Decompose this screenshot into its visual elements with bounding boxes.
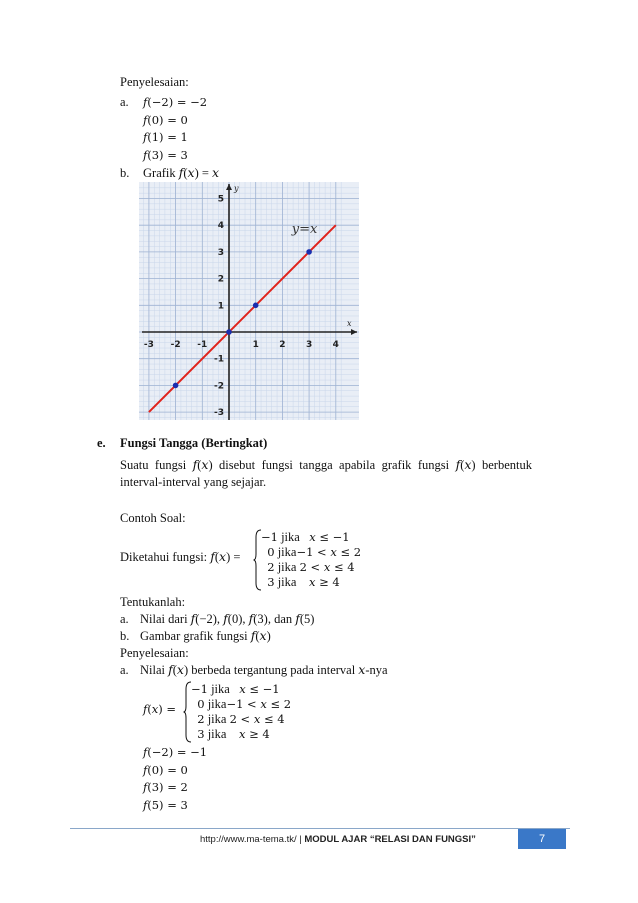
case-value: 3 bbox=[197, 727, 205, 741]
case-interval: 𝑥 ≥ 4 bbox=[238, 727, 270, 741]
case-value: −1 bbox=[191, 682, 208, 696]
footer-module-title: MODUL AJAR “RELASI DAN FUNGSI” bbox=[304, 834, 476, 845]
data-point bbox=[226, 329, 232, 335]
task-b: Gambar grafik fungsi 𝑓(𝑥) bbox=[140, 629, 271, 643]
data-point bbox=[306, 249, 312, 255]
x-axis-label: x bbox=[347, 319, 352, 328]
x-tick-label: 2 bbox=[279, 340, 286, 350]
x-tick-label: -2 bbox=[170, 340, 181, 350]
case-value: 2 bbox=[197, 712, 205, 726]
section-e-title: Fungsi Tangga (Bertingkat) bbox=[120, 436, 268, 450]
case-cond: jika bbox=[277, 560, 297, 574]
value-f-1: 𝑓(1) = 1 bbox=[143, 130, 188, 144]
y-tick-label: -2 bbox=[214, 381, 224, 392]
task-title: Tentukanlah: bbox=[120, 595, 186, 609]
case-cond: jika bbox=[277, 575, 297, 589]
line-chart bbox=[139, 182, 359, 420]
task-b-label: b. bbox=[120, 629, 130, 643]
item-a-label: a. bbox=[120, 95, 129, 109]
x-tick-label: -3 bbox=[143, 340, 154, 350]
case-cond: jika bbox=[207, 727, 227, 741]
y-tick-label: -1 bbox=[214, 354, 224, 365]
value-f-neg2: 𝑓(−2) = −2 bbox=[143, 95, 208, 109]
x-tick-label: 1 bbox=[252, 340, 259, 350]
page-number: 7 bbox=[518, 829, 566, 849]
case-value: 2 bbox=[267, 560, 275, 574]
case-interval: 𝑥 ≥ 4 bbox=[308, 575, 340, 589]
y-tick-label: 2 bbox=[217, 274, 224, 285]
footer bbox=[200, 834, 476, 845]
x-tick-label: -1 bbox=[197, 340, 208, 350]
fx-label: 𝑓(𝑥) = bbox=[143, 702, 177, 716]
case-value: −1 bbox=[261, 530, 278, 544]
graph-caption: Grafik 𝑓(𝑥) = 𝑥 bbox=[143, 166, 220, 180]
solution2-a-text: Nilai 𝑓(𝑥) berbeda tergantung pada interval 𝑥-nya bbox=[140, 663, 388, 677]
case-interval: 𝑥 ≤ −1 bbox=[239, 682, 280, 696]
case-cond: jika bbox=[207, 697, 227, 711]
solution2-title: Penyelesaian: bbox=[120, 646, 189, 660]
case-interval: −1 < 𝑥 ≤ 2 bbox=[226, 697, 292, 711]
case-interval: 2 < 𝑥 ≤ 4 bbox=[229, 712, 285, 726]
x-tick-label: 3 bbox=[305, 340, 313, 350]
y-tick-label: 3 bbox=[217, 247, 224, 258]
section-e-description: Suatu fungsi 𝑓(𝑥) disebut fungsi tangga apabila grafik fungsi 𝑓(𝑥) berbentuk interval-interval yang sejajar. bbox=[120, 458, 532, 489]
chart-title: y=x bbox=[291, 222, 318, 238]
footer-divider bbox=[70, 828, 570, 829]
x-tick-label: 4 bbox=[332, 340, 339, 350]
case-interval: 2 < 𝑥 ≤ 4 bbox=[299, 560, 355, 574]
data-point bbox=[173, 383, 179, 389]
task-a-label: a. bbox=[120, 612, 129, 626]
case-interval: −1 < 𝑥 ≤ 2 bbox=[296, 545, 362, 559]
case-value: 3 bbox=[267, 575, 275, 589]
solution2-a-label: a. bbox=[120, 663, 129, 677]
footer-url[interactable]: http://www.ma-tema.tk/ bbox=[200, 834, 297, 845]
plot-background bbox=[139, 182, 359, 420]
piecewise-cases bbox=[261, 530, 361, 590]
item-b-label: b. bbox=[120, 166, 130, 180]
piecewise-cases-2 bbox=[191, 682, 291, 742]
y-tick-label: 1 bbox=[217, 301, 224, 312]
case-cond: jika bbox=[277, 545, 297, 559]
result-f-neg2: 𝑓(−2) = −1 bbox=[143, 745, 208, 759]
footer-separator: | bbox=[299, 834, 302, 845]
y-tick-label: 4 bbox=[217, 221, 224, 232]
result-f-0: 𝑓(0) = 0 bbox=[143, 763, 188, 777]
case-cond: jika bbox=[281, 530, 300, 544]
result-f-5: 𝑓(5) = 3 bbox=[143, 798, 188, 812]
value-f-0: 𝑓(0) = 0 bbox=[143, 113, 188, 127]
case-value: 0 bbox=[197, 697, 205, 711]
solution-title: Penyelesaian: bbox=[120, 75, 189, 89]
section-e-label: e. bbox=[97, 436, 106, 450]
example-title: Contoh Soal: bbox=[120, 511, 186, 525]
given-label: Diketahui fungsi: 𝑓(𝑥) = bbox=[120, 550, 241, 564]
result-f-3: 𝑓(3) = 2 bbox=[143, 780, 188, 794]
case-value: 0 bbox=[267, 545, 275, 559]
case-cond: jika bbox=[211, 682, 230, 696]
case-interval: 𝑥 ≤ −1 bbox=[309, 530, 350, 544]
y-axis-label: y bbox=[234, 184, 239, 193]
case-cond: jika bbox=[207, 712, 227, 726]
value-f-3: 𝑓(3) = 3 bbox=[143, 148, 188, 162]
y-tick-label: -3 bbox=[214, 408, 224, 419]
data-point bbox=[253, 303, 259, 309]
y-tick-label: 5 bbox=[217, 194, 224, 205]
task-a: Nilai dari 𝑓(−2), 𝑓(0), 𝑓(3), dan 𝑓(5) bbox=[140, 612, 315, 626]
